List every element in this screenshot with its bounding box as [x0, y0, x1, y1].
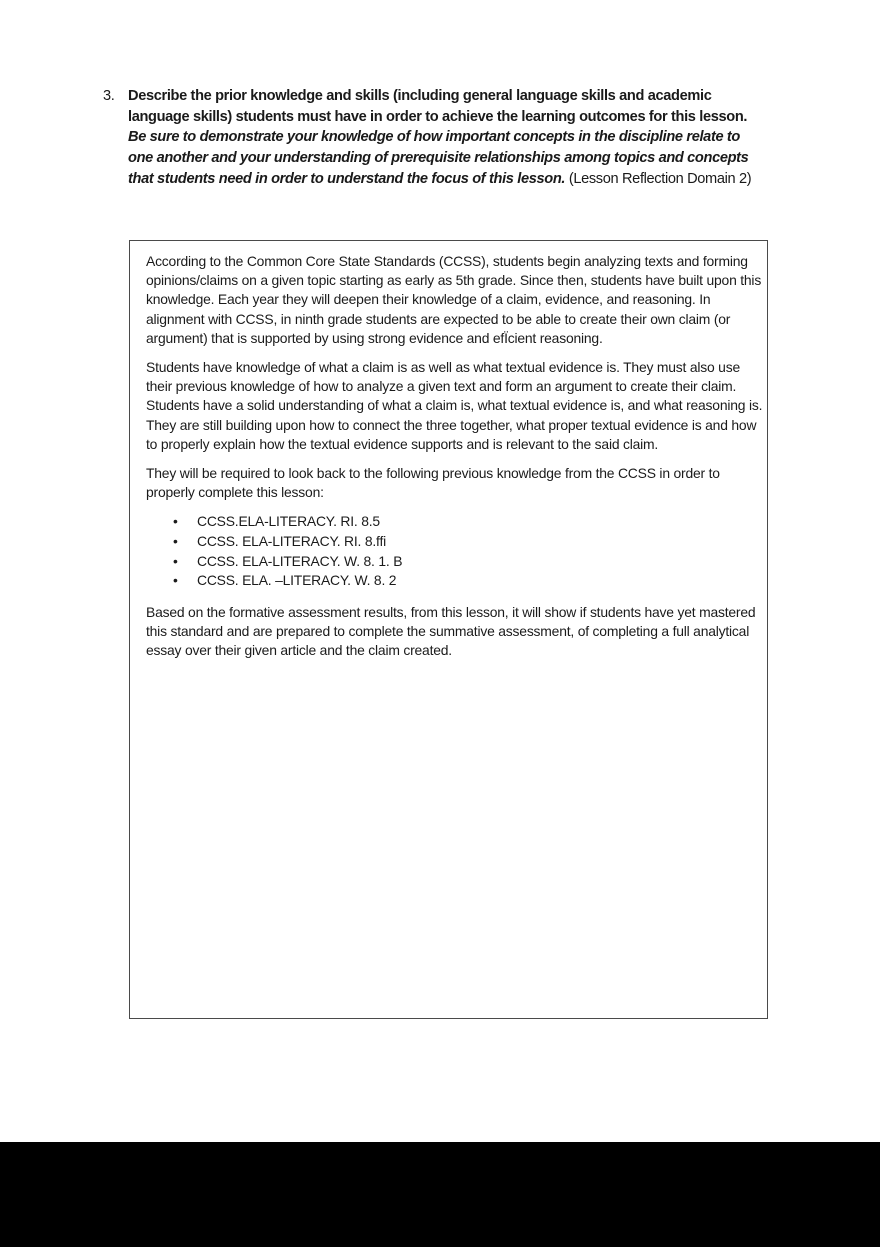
- standards-list: [146, 512, 764, 590]
- question-text: [128, 86, 761, 190]
- answer-paragraph-3: They will be required to look back to the following previous knowledge from the CCSS in order to properly complete this lesson:: [146, 465, 720, 501]
- question-bold-segment: Describe the prior knowledge and skills (including general language skills and academic language skills) students must have in order to achieve the learning outcomes for this lesson.: [128, 88, 748, 125]
- standards-list-item: • CCSS. ELA-LITERACY. RI. 8.ffi: [146, 532, 764, 552]
- question-emphasis-segment: Be sure to demonstrate your knowledge of how important concepts in the discipline relate to one another and your understanding of prerequisite relationships among topics and concepts that students need in order to understand the focus of this lesson.: [128, 129, 749, 187]
- standards-list-item: • CCSS. ELA. –LITERACY. W. 8. 2: [146, 571, 764, 591]
- standards-list-item: • CCSS.ELA-LITERACY. RI. 8.5: [146, 512, 764, 532]
- question-number: 3.: [103, 88, 115, 104]
- question-reference-segment: (Lesson Reflection Domain 2): [568, 170, 752, 187]
- answer-box: [129, 240, 768, 1019]
- bottom-black-bar: [0, 1142, 880, 1247]
- answer-paragraph-2: Students have knowledge of what a claim is as well as what textual evidence is. They must also use their previous knowledge of how to analyze a given text and form an argument to create their claim. Students have a solid understanding of what a claim is, what textual evidence is, and what reasoning is. They are still building upon how to connect the three together, what proper textual evidence is and how to properly explain how the textual evidence supports and is relevant to the said claim.: [146, 359, 763, 452]
- answer-paragraph-1: According to the Common Core State Standards (CCSS), students begin analyzing texts and forming opinions/claims on a given topic starting as early as 5th grade. Since then, students have built upon this knowledge. Each year they will deepen their knowledge of a claim, evidence, and reasoning. In alignment with CCSS, in ninth grade students are expected to be able to create their own claim (or argument) that is supported by using strong evidence and efÏcient reasoning.: [146, 253, 762, 346]
- standards-list-item: • CCSS. ELA-LITERACY. W. 8. 1. B: [146, 552, 764, 572]
- question-item: [103, 86, 761, 190]
- answer-paragraph-4: Based on the formative assessment results, from this lesson, it will show if students have yet mastered this standard and are prepared to complete the summative assessment, of completing a full analytical essay over their given article and the claim created.: [146, 603, 756, 659]
